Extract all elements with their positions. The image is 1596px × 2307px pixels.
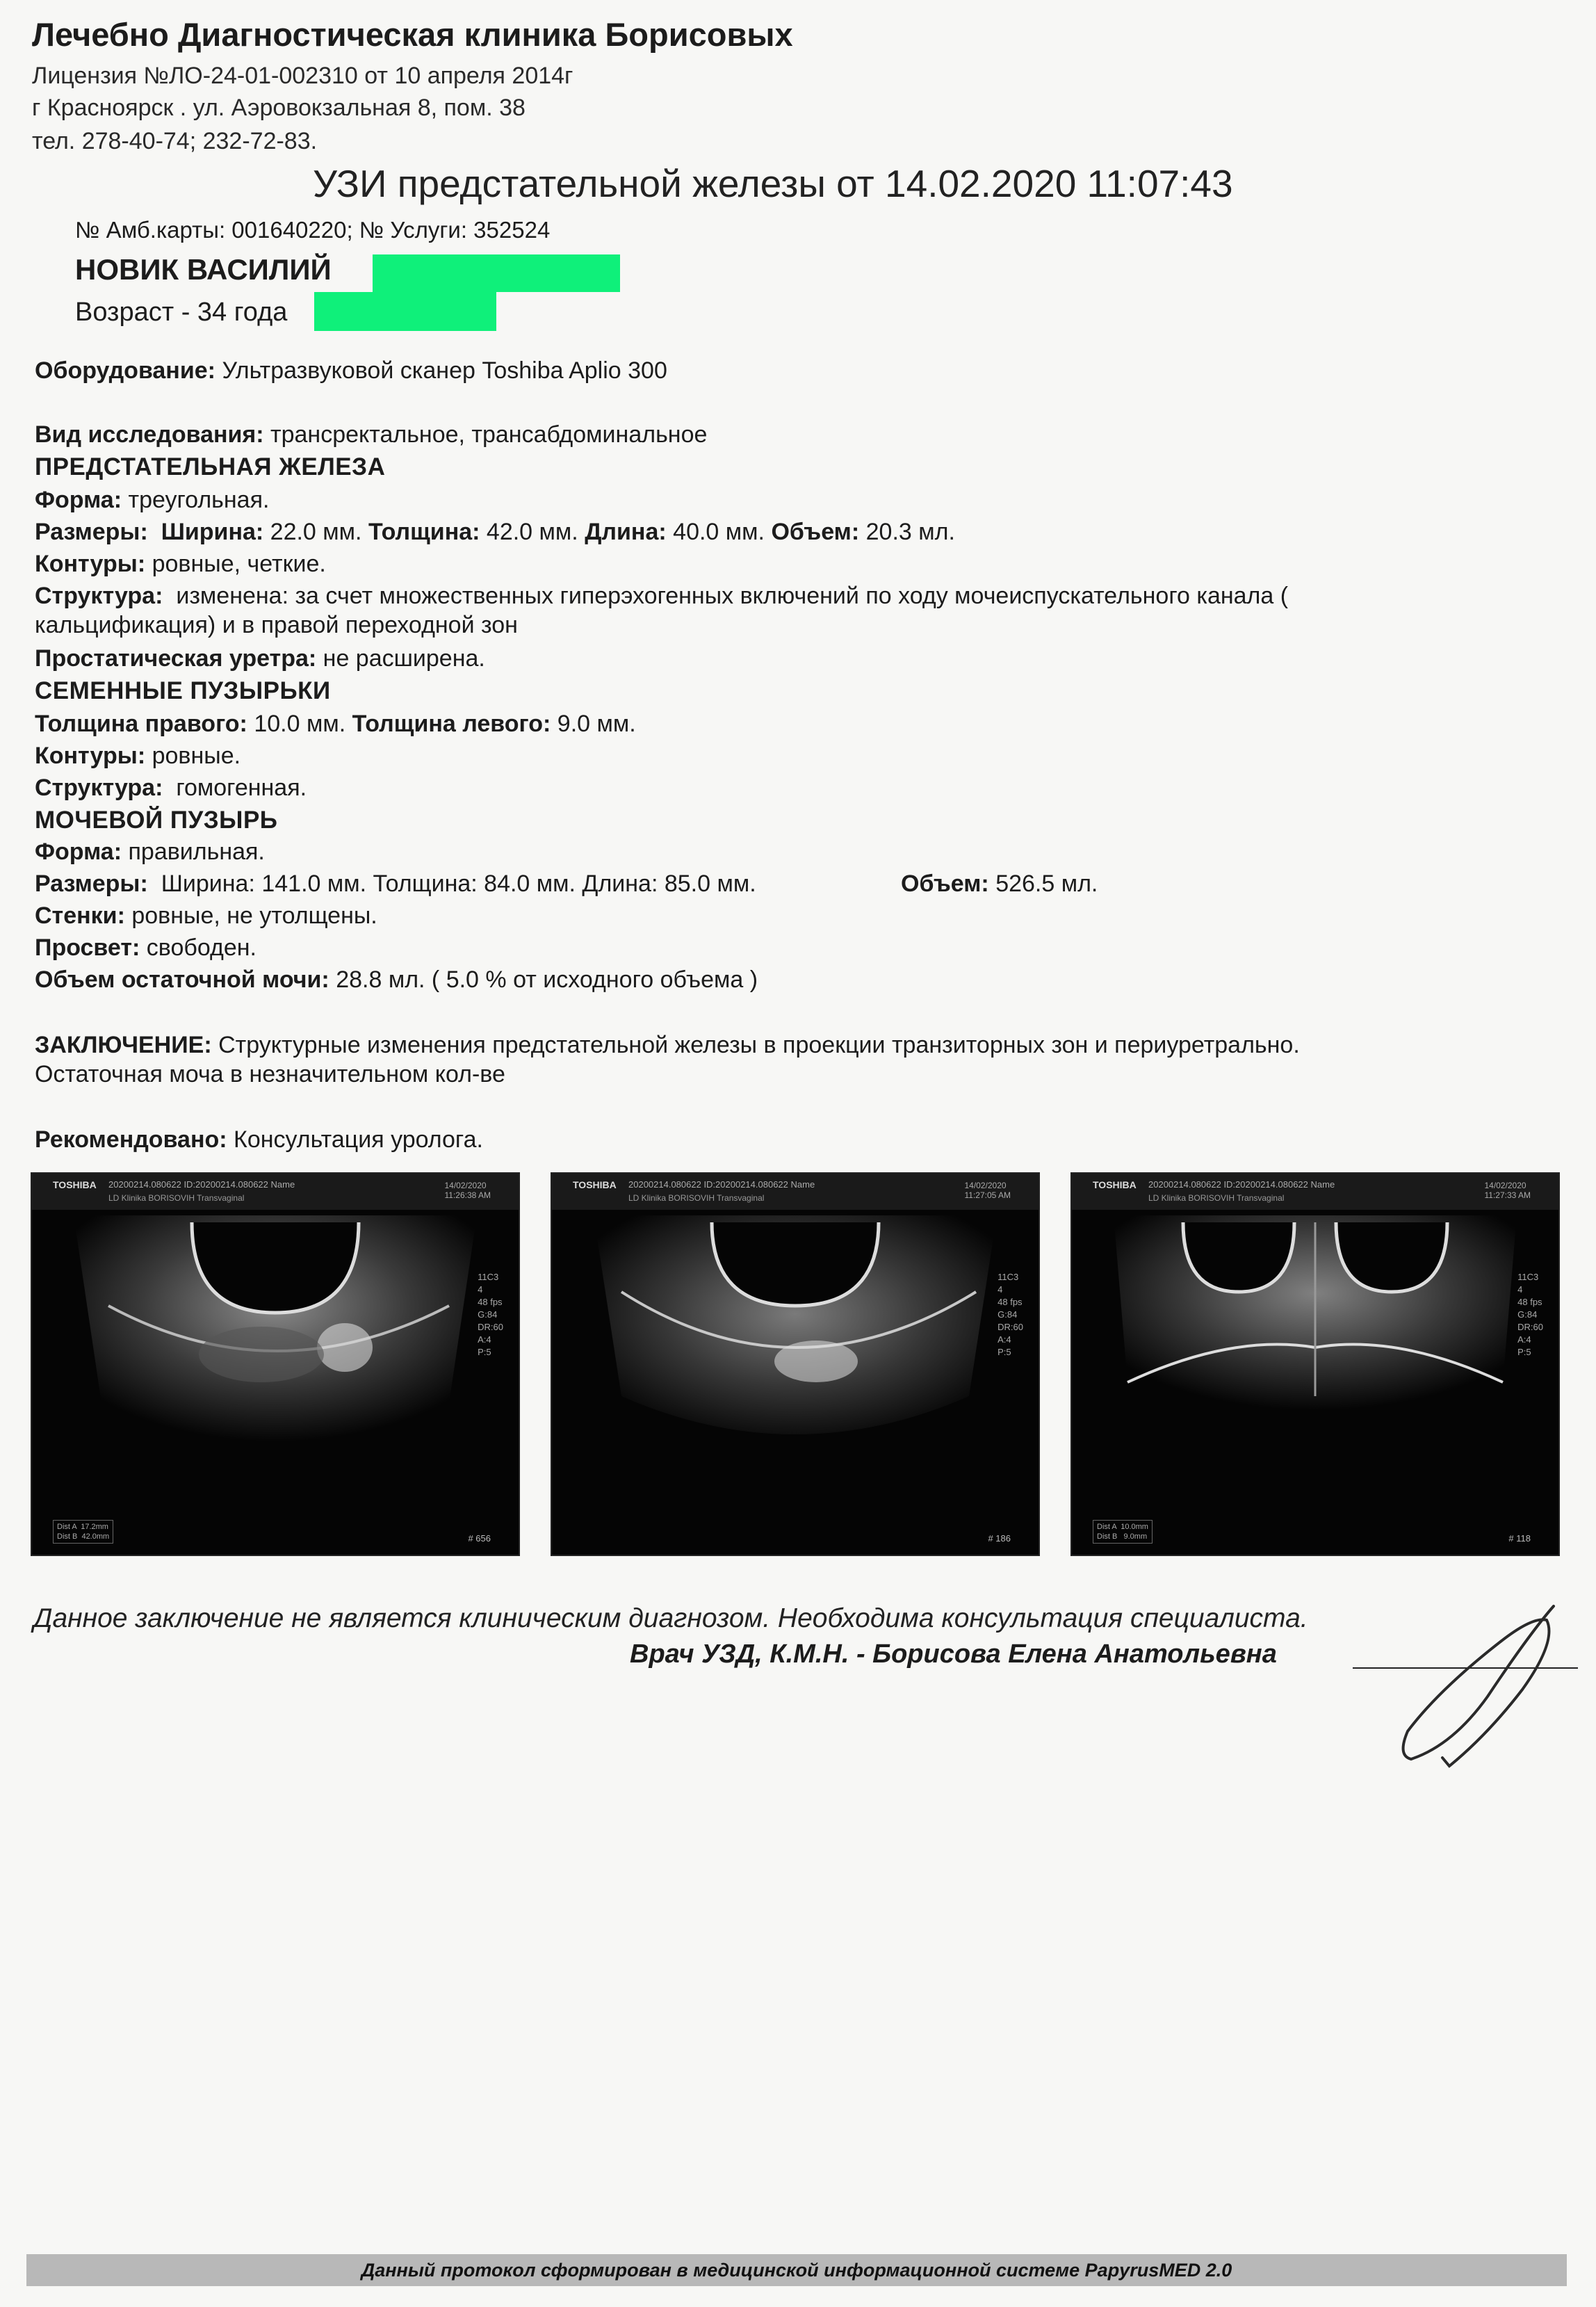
prostate-structure-line: Структура: изменена: за счет множественных гиперэхогенных включений по ходу мочеиспускательного канала ( — [35, 583, 1289, 609]
disclaimer-text: Данное заключение не является клиническим диагнозом. Необходима консультация специалиста. — [33, 1603, 1308, 1633]
page-title: УЗИ предстательной железы от 14.02.2020 11:07:43 — [313, 162, 1233, 205]
scanner-brand: TOSHIBA — [1093, 1179, 1137, 1190]
ultrasound-scan-graphic — [1072, 1174, 1558, 1555]
prostate-size-line: Размеры: Ширина: 22.0 мм. Толщина: 42.0 мм. Длина: 40.0 мм. Объем: 20.3 мл. — [35, 519, 955, 545]
scan-measurements: Dist A 17.2mm Dist B 42.0mm — [53, 1520, 113, 1544]
scan-params: 11C3 4 48 fps G:84 DR:60 A:4 P:5 — [1517, 1272, 1543, 1357]
urethra-line: Простатическая уретра: не расширена. — [35, 645, 485, 672]
footer-banner: Данный протокол сформирован в медицинской информационной системе PapyrusMED 2.0 — [26, 2254, 1567, 2286]
vesicles-heading: СЕМЕННЫЕ ПУЗЫРЬКИ — [35, 677, 331, 704]
scan-clinic: LD Klinika BORISOVIH Transvaginal — [108, 1193, 245, 1203]
scan-params: 11C3 4 48 fps G:84 DR:60 A:4 P:5 — [478, 1272, 503, 1357]
prostate-structure-cont: кальцификация) и в правой переходной зон — [35, 612, 518, 638]
exam-type-line: Вид исследования: трансректальное, трансабдоминальное — [35, 421, 708, 448]
redaction-block — [314, 292, 496, 331]
bladder-heading: МОЧЕВОЙ ПУЗЫРЬ — [35, 807, 278, 834]
scan-meta: 20200214.080622 ID:20200214.080622 Name — [1148, 1179, 1335, 1190]
recommendation-line: Рекомендовано: Консультация уролога. — [35, 1126, 483, 1153]
scan-datetime: 14/02/2020 11:27:05 AM — [964, 1181, 1011, 1200]
vesicles-thickness-line: Толщина правого: 10.0 мм. Толщина левого: 9.0 мм. — [35, 711, 636, 737]
patient-name: НОВИК ВАСИЛИЙ — [75, 253, 332, 286]
bladder-size-line: Размеры: Ширина: 141.0 мм. Толщина: 84.0 мм. Длина: 85.0 мм. — [35, 871, 756, 897]
scan-meta: 20200214.080622 ID:20200214.080622 Name — [108, 1179, 295, 1190]
frame-number: # 656 — [468, 1533, 491, 1544]
ultrasound-image-3 — [1070, 1172, 1560, 1556]
redaction-block — [373, 254, 620, 292]
ultrasound-scan-graphic — [32, 1174, 519, 1555]
scan-clinic: LD Klinika BORISOVIH Transvaginal — [628, 1193, 765, 1203]
equipment-line: Оборудование: Ультразвуковой сканер Toshiba Aplio 300 — [35, 357, 667, 384]
vesicles-contours-line: Контуры: ровные. — [35, 743, 241, 769]
prostate-heading: ПРЕДСТАТЕЛЬНАЯ ЖЕЛЕЗА — [35, 453, 386, 480]
residual-urine-line: Объем остаточной мочи: 28.8 мл. ( 5.0 % от исходного объема ) — [35, 966, 758, 993]
patient-age: Возраст - 34 года — [75, 298, 288, 327]
frame-number: # 186 — [988, 1533, 1011, 1544]
scan-datetime: 14/02/2020 11:26:38 AM — [444, 1181, 491, 1200]
license-line: Лицензия №ЛО-24-01-002310 от 10 апреля 2014г — [32, 63, 573, 89]
signature-graphic — [1383, 1592, 1592, 1780]
bladder-walls-line: Стенки: ровные, не утолщены. — [35, 902, 377, 929]
clinic-name: Лечебно Диагностическая клиника Борисовых — [32, 16, 793, 53]
vesicles-structure-line: Структура: гомогенная. — [35, 775, 307, 801]
scanner-brand: TOSHIBA — [573, 1179, 617, 1190]
scan-meta: 20200214.080622 ID:20200214.080622 Name — [628, 1179, 815, 1190]
scanner-brand: TOSHIBA — [53, 1179, 97, 1190]
scan-clinic: LD Klinika BORISOVIH Transvaginal — [1148, 1193, 1285, 1203]
conclusion-line: ЗАКЛЮЧЕНИЕ: Структурные изменения предстательной железы в проекции транзиторных зон и периуретрально. — [35, 1032, 1300, 1058]
address-line: г Красноярск . ул. Аэровокзальная 8, пом. 38 — [32, 95, 526, 121]
bladder-shape-line: Форма: правильная. — [35, 839, 265, 865]
frame-number: # 118 — [1508, 1533, 1531, 1544]
scan-datetime: 14/02/2020 11:27:33 AM — [1484, 1181, 1531, 1200]
phone-line: тел. 278-40-74; 232-72-83. — [32, 128, 318, 154]
scan-measurements: Dist A 10.0mm Dist B 9.0mm — [1093, 1520, 1153, 1544]
card-number-line: № Амб.карты: 001640220; № Услуги: 352524 — [75, 217, 551, 243]
prostate-contours-line: Контуры: ровные, четкие. — [35, 551, 326, 577]
scan-params: 11C3 4 48 fps G:84 DR:60 A:4 P:5 — [997, 1272, 1023, 1357]
bladder-volume-line: Объем: 526.5 мл. — [901, 871, 1098, 897]
conclusion-cont: Остаточная моча в незначительном кол-ве — [35, 1061, 505, 1087]
ultrasound-image-2 — [551, 1172, 1040, 1556]
bladder-lumen-line: Просвет: свободен. — [35, 934, 256, 961]
prostate-shape-line: Форма: треугольная. — [35, 487, 270, 513]
doctor-name: Врач УЗД, К.М.Н. - Борисова Елена Анатольевна — [630, 1640, 1277, 1669]
ultrasound-image-1 — [31, 1172, 520, 1556]
ultrasound-scan-graphic — [552, 1174, 1039, 1555]
